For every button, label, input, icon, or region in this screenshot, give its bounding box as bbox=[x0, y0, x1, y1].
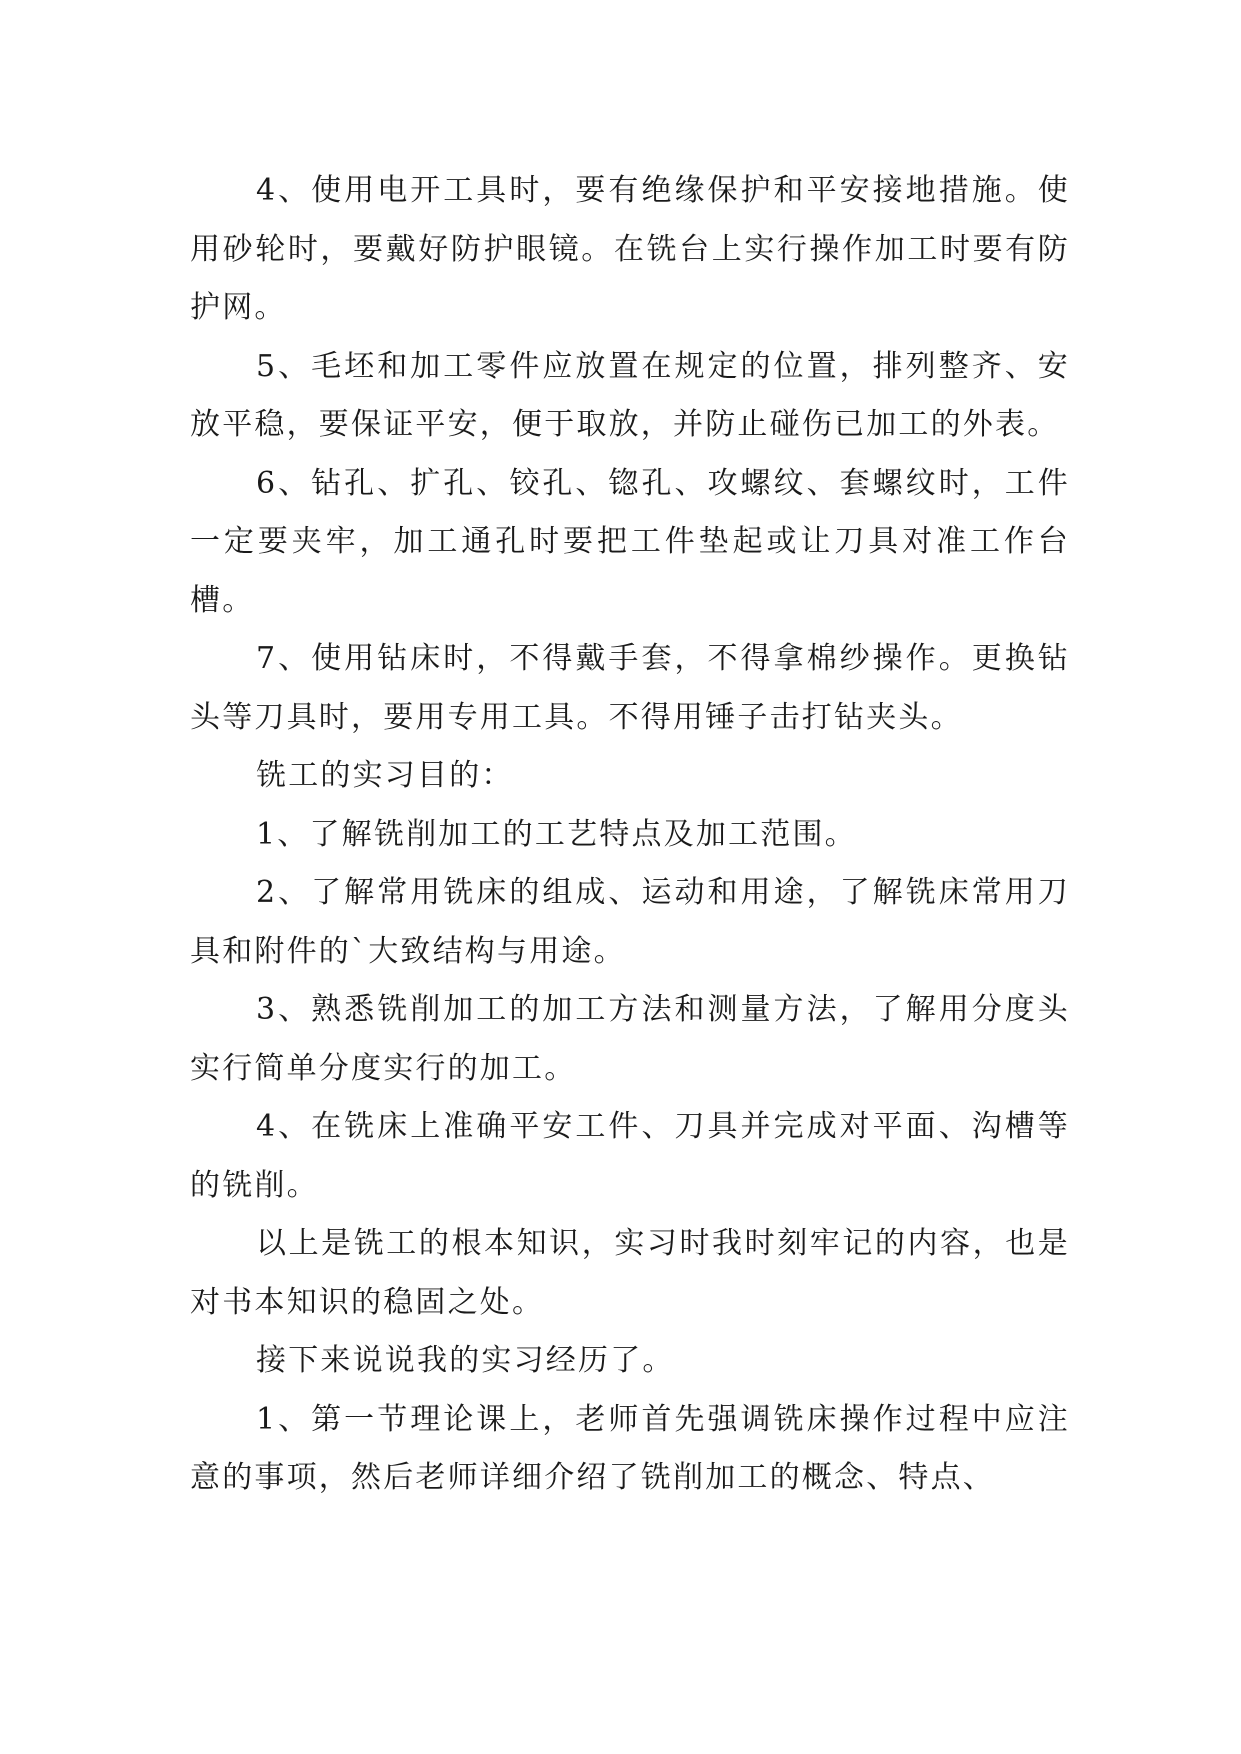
paragraph-safety-drill-press: 7、使用钻床时，不得戴手套，不得拿棉纱操作。更换钻头等刀具时，要用专用工具。不得用锤子击打钻夹头。 bbox=[190, 641, 1070, 735]
section-heading-milling-goals: 铣工的实习目的： bbox=[256, 758, 514, 793]
paragraph-goal-4: 4、在铣床上准确平安工件、刀具并完成对平面、沟槽等的铣削。 bbox=[190, 1109, 1070, 1203]
paragraph-safety-parts-placement: 5、毛坯和加工零件应放置在规定的位置，排列整齐、安放平稳，要保证平安，便于取放，并防止碰伤已加工的外表。 bbox=[190, 348, 1070, 442]
paragraph-goal-3: 3、熟悉铣削加工的加工方法和测量方法，了解用分度头实行简单分度实行的加工。 bbox=[190, 992, 1070, 1086]
paragraph-goal-1: 1、了解铣削加工的工艺特点及加工范围。 bbox=[256, 816, 857, 852]
paragraph-goal-2: 2、了解常用铣床的组成、运动和用途，了解铣床常用刀具和附件的`大致结构与用途。 bbox=[190, 875, 1070, 969]
paragraph-safety-drilling: 6、钻孔、扩孔、铰孔、锪孔、攻螺纹、套螺纹时，工件一定要夹牢，加工通孔时要把工件垫起或让刀具对准工作台槽。 bbox=[190, 465, 1070, 618]
document-body bbox=[190, 162, 1070, 1508]
paragraph-summary: 以上是铣工的根本知识，实习时我时刻牢记的内容，也是对书本知识的稳固之处。 bbox=[190, 1226, 1070, 1320]
paragraph-safety-electric-tools: 4、使用电开工具时，要有绝缘保护和平安接地措施。使用砂轮时，要戴好防护眼镜。在铣台上实行操作加工时要有防护网。 bbox=[190, 173, 1070, 325]
paragraph-experience-1: 1、第一节理论课上，老师首先强调铣床操作过程中应注意的事项，然后老师详细介绍了铣削加工的概念、特点、 bbox=[190, 1401, 1070, 1495]
paragraph-transition: 接下来说说我的实习经历了。 bbox=[256, 1343, 675, 1378]
